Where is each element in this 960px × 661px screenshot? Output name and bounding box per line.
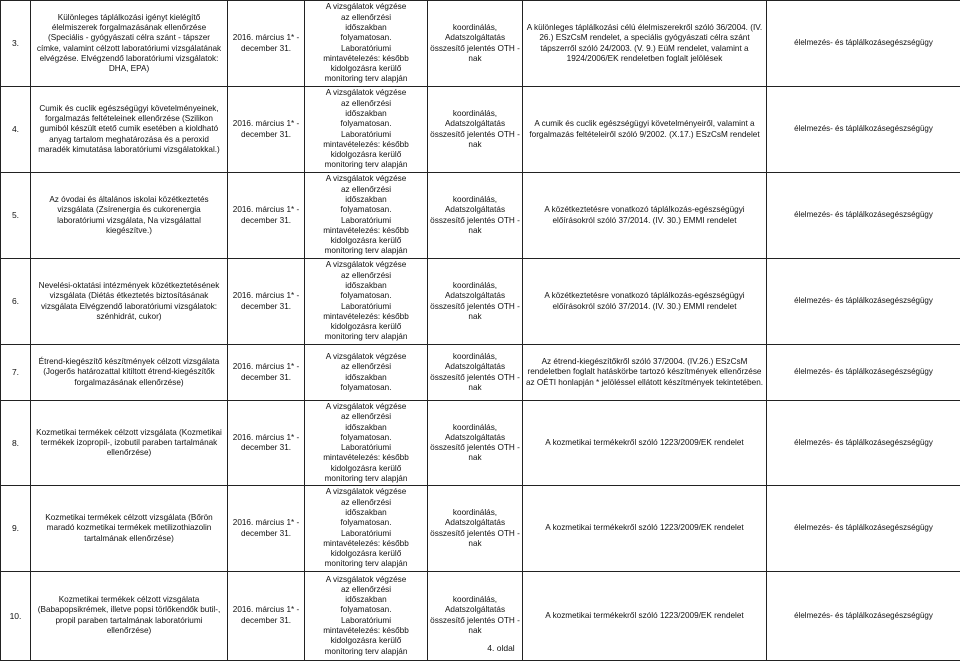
task-reporting: koordinálás, Adatszolgáltatás összesítő jelentés OTH - nak	[428, 87, 523, 173]
task-period: 2016. március 1* - december 31.	[228, 87, 305, 173]
professional-area: élelmezés- és táplálkozásegészségügy	[767, 173, 960, 259]
table-row	[1, 1, 960, 87]
task-reporting: koordinálás, Adatszolgáltatás összesítő jelentés OTH - nak	[428, 173, 523, 259]
table-row	[1, 345, 960, 401]
legal-basis: A közétkeztetésre vonatkozó táplálkozás-egészségügyi előírásokról szóló 37/2014. (IV. 30.) EMMI rendelet	[523, 259, 767, 345]
legal-basis: A különleges táplálkozási célú élelmiszerekről szóló 36/2004. (IV. 26.) ESzCsM rendelet, a speciális gyógyászati célra szánt tápszerről szóló 24/2003. (V. 9.) EüM rendelet, valamint a 1924/2006/EK rendeletben foglalt jelölések	[523, 1, 767, 87]
procedure-line: A vizsgálatok végzése	[307, 402, 425, 412]
task-description: Cumik és cuclik egészségügyi követelményeinek, forgalmazás feltételeinek ellenőrzése (Szilikon gumiból készült etető cumik esetében a kioldható anyag tartalom meghatározása és a peroxid maradék kimutatása laboratóriumi vizsgálatokkal.)	[31, 87, 228, 173]
task-description: Nevelési-oktatási intézmények közétkeztetésének vizsgálata (Diétás étkeztetés biztosításának vizsgálata Elvégzendő laboratóriumi vizsgálatok: szénhidrát, cukor)	[31, 259, 228, 345]
procedure-line: időszakban	[307, 281, 425, 291]
procedure-line: A vizsgálatok végzése	[307, 88, 425, 98]
procedure-line: időszakban	[307, 109, 425, 119]
task-period: 2016. március 1* - december 31.	[228, 1, 305, 87]
procedure-line: monitoring terv alapján	[307, 160, 425, 170]
procedure-line: az ellenőrzési	[307, 362, 425, 372]
procedure-line: kidolgozásra kerülő	[307, 636, 425, 646]
row-number: 6.	[1, 259, 31, 345]
procedure-line: folyamatosan.	[307, 119, 425, 129]
procedure-line: az ellenőrzési	[307, 412, 425, 422]
procedure-line: folyamatosan.	[307, 605, 425, 615]
procedure-line: folyamatosan.	[307, 518, 425, 528]
task-period: 2016. március 1* - december 31.	[228, 401, 305, 486]
procedure-line: az ellenőrzési	[307, 585, 425, 595]
row-number: 4.	[1, 87, 31, 173]
legal-basis: A kozmetikai termékekről szóló 1223/2009/EK rendelet	[523, 486, 767, 571]
procedure-line: monitoring terv alapján	[307, 246, 425, 256]
table-row	[1, 173, 960, 259]
procedure-line: időszakban	[307, 23, 425, 33]
row-number: 10.	[1, 571, 31, 660]
procedure-line: időszakban	[307, 423, 425, 433]
table-row	[1, 486, 960, 571]
professional-area: élelmezés- és táplálkozásegészségügy	[767, 486, 960, 571]
procedure-line: az ellenőrzési	[307, 99, 425, 109]
procedure-line: folyamatosan.	[307, 383, 425, 393]
procedure-line: időszakban	[307, 508, 425, 518]
task-reporting: koordinálás, Adatszolgáltatás összesítő jelentés OTH - nak	[428, 486, 523, 571]
table-row	[1, 259, 960, 345]
task-procedure	[305, 173, 428, 259]
task-period: 2016. március 1* - december 31.	[228, 259, 305, 345]
professional-area: élelmezés- és táplálkozásegészségügy	[767, 401, 960, 486]
professional-area: élelmezés- és táplálkozásegészségügy	[767, 87, 960, 173]
procedure-line: Laboratóriumi	[307, 130, 425, 140]
professional-area: élelmezés- és táplálkozásegészségügy	[767, 1, 960, 87]
procedure-line: az ellenőrzési	[307, 13, 425, 23]
procedure-line: mintavételezés: később	[307, 453, 425, 463]
task-procedure	[305, 401, 428, 486]
task-procedure	[305, 87, 428, 173]
task-procedure	[305, 345, 428, 401]
procedure-line: A vizsgálatok végzése	[307, 352, 425, 362]
task-period: 2016. március 1* - december 31.	[228, 486, 305, 571]
procedure-line: folyamatosan.	[307, 33, 425, 43]
legal-basis: Az étrend-kiegészítőkről szóló 37/2004. (IV.26.) ESzCsM rendeletben foglalt hatáskörbe tartozó készítmények ellenőrzése az OÉTI honlapján * jelöléssel ellátott készítmények tekintetében.	[523, 345, 767, 401]
task-period: 2016. március 1* - december 31.	[228, 571, 305, 660]
procedure-line: A vizsgálatok végzése	[307, 575, 425, 585]
procedure-line: kidolgozásra kerülő	[307, 549, 425, 559]
procedure-line: kidolgozásra kerülő	[307, 236, 425, 246]
procedure-line: mintavételezés: később	[307, 539, 425, 549]
table-row	[1, 401, 960, 486]
task-description: Az óvodai és általános iskolai közétkeztetés vizsgálata (Zsírenergia és cukorenergia laboratóriumi vizsgálata, Na vizsgálattal kiegészítve.)	[31, 173, 228, 259]
procedure-line: A vizsgálatok végzése	[307, 174, 425, 184]
procedure-line: mintavételezés: később	[307, 226, 425, 236]
legal-basis: A cumik és cuclik egészségügyi követelményeiről, valamint a forgalmazás feltételeiről szóló 9/2002. (X.17.) ESzCsM rendelet	[523, 87, 767, 173]
procedure-line: az ellenőrzési	[307, 271, 425, 281]
procedure-line: A vizsgálatok végzése	[307, 2, 425, 12]
procedure-line: monitoring terv alapján	[307, 559, 425, 569]
procedure-line: kidolgozásra kerülő	[307, 64, 425, 74]
task-reporting: koordinálás, Adatszolgáltatás összesítő jelentés OTH - nak	[428, 571, 523, 660]
row-number: 9.	[1, 486, 31, 571]
legal-basis: A kozmetikai termékekről szóló 1223/2009/EK rendelet	[523, 571, 767, 660]
procedure-line: az ellenőrzési	[307, 498, 425, 508]
procedure-line: mintavételezés: később	[307, 626, 425, 636]
task-description: Kozmetikai termékek célzott vizsgálata (Bőrön maradó kozmetikai termékek metilizothiazolin tartalmának ellenőrzése)	[31, 486, 228, 571]
task-reporting: koordinálás, Adatszolgáltatás összesítő jelentés OTH - nak	[428, 401, 523, 486]
procedure-line: mintavételezés: később	[307, 312, 425, 322]
procedure-line: kidolgozásra kerülő	[307, 464, 425, 474]
page-number: 4. oldal	[0, 643, 960, 654]
procedure-line: Laboratóriumi	[307, 44, 425, 54]
task-description: Különleges táplálkozási igényt kielégítő élelmiszerek forgalmazásának ellenőrzése (Speciális - gyógyászati célra szánt - tápszer címke, valamint célzott laboratóriumi vizsgálatának elvégzése. Elvégzendő laboratóriumi vizsgálatok: DHA, EPA)	[31, 1, 228, 87]
professional-area: élelmezés- és táplálkozásegészségügy	[767, 345, 960, 401]
procedure-line: időszakban	[307, 373, 425, 383]
task-period: 2016. március 1* - december 31.	[228, 345, 305, 401]
task-description: Kozmetikai termékek célzott vizsgálata (Babapopsikrémek, illetve popsi törlőkendők butil-, propil paraben tartalmának laboratóriumi ellenőrzése)	[31, 571, 228, 660]
procedure-line: monitoring terv alapján	[307, 332, 425, 342]
task-reporting: koordinálás, Adatszolgáltatás összesítő jelentés OTH - nak	[428, 345, 523, 401]
task-period: 2016. március 1* - december 31.	[228, 173, 305, 259]
procedure-line: folyamatosan.	[307, 205, 425, 215]
task-procedure	[305, 259, 428, 345]
task-procedure	[305, 486, 428, 571]
task-procedure	[305, 1, 428, 87]
procedure-line: Laboratóriumi	[307, 616, 425, 626]
procedure-line: Laboratóriumi	[307, 216, 425, 226]
procedure-line: A vizsgálatok végzése	[307, 487, 425, 497]
professional-area: élelmezés- és táplálkozásegészségügy	[767, 571, 960, 660]
legal-basis: A kozmetikai termékekről szóló 1223/2009/EK rendelet	[523, 401, 767, 486]
procedure-line: monitoring terv alapján	[307, 647, 425, 657]
row-number: 3.	[1, 1, 31, 87]
professional-area: élelmezés- és táplálkozásegészségügy	[767, 259, 960, 345]
procedure-line: kidolgozásra kerülő	[307, 322, 425, 332]
procedure-line: mintavételezés: később	[307, 140, 425, 150]
procedure-line: Laboratóriumi	[307, 302, 425, 312]
row-number: 7.	[1, 345, 31, 401]
row-number: 8.	[1, 401, 31, 486]
task-reporting: koordinálás, Adatszolgáltatás összesítő jelentés OTH - nak	[428, 1, 523, 87]
procedure-line: az ellenőrzési	[307, 185, 425, 195]
procedure-line: Laboratóriumi	[307, 529, 425, 539]
procedure-line: mintavételezés: később	[307, 54, 425, 64]
row-number: 5.	[1, 173, 31, 259]
procedure-line: A vizsgálatok végzése	[307, 260, 425, 270]
legal-basis: A közétkeztetésre vonatkozó táplálkozás-egészségügyi előírásokról szóló 37/2014. (IV. 30.) EMMI rendelet	[523, 173, 767, 259]
task-reporting: koordinálás, Adatszolgáltatás összesítő jelentés OTH - nak	[428, 259, 523, 345]
procedure-line: kidolgozásra kerülő	[307, 150, 425, 160]
procedure-line: monitoring terv alapján	[307, 474, 425, 484]
procedure-line: időszakban	[307, 595, 425, 605]
procedure-line: folyamatosan.	[307, 291, 425, 301]
procedure-line: Laboratóriumi	[307, 443, 425, 453]
table-row	[1, 87, 960, 173]
procedure-line: folyamatosan.	[307, 433, 425, 443]
procedure-line: időszakban	[307, 195, 425, 205]
task-description: Kozmetikai termékek célzott vizsgálata (Kozmetikai termékek izopropil-, izobutil paraben tartalmának ellenőrzése)	[31, 401, 228, 486]
task-description: Étrend-kiegészítő készítmények célzott vizsgálata (Jogerős határozattal kitiltott étrend-kiegészítők forgalmazásának ellenőrzése)	[31, 345, 228, 401]
procedure-line: monitoring terv alapján	[307, 74, 425, 84]
